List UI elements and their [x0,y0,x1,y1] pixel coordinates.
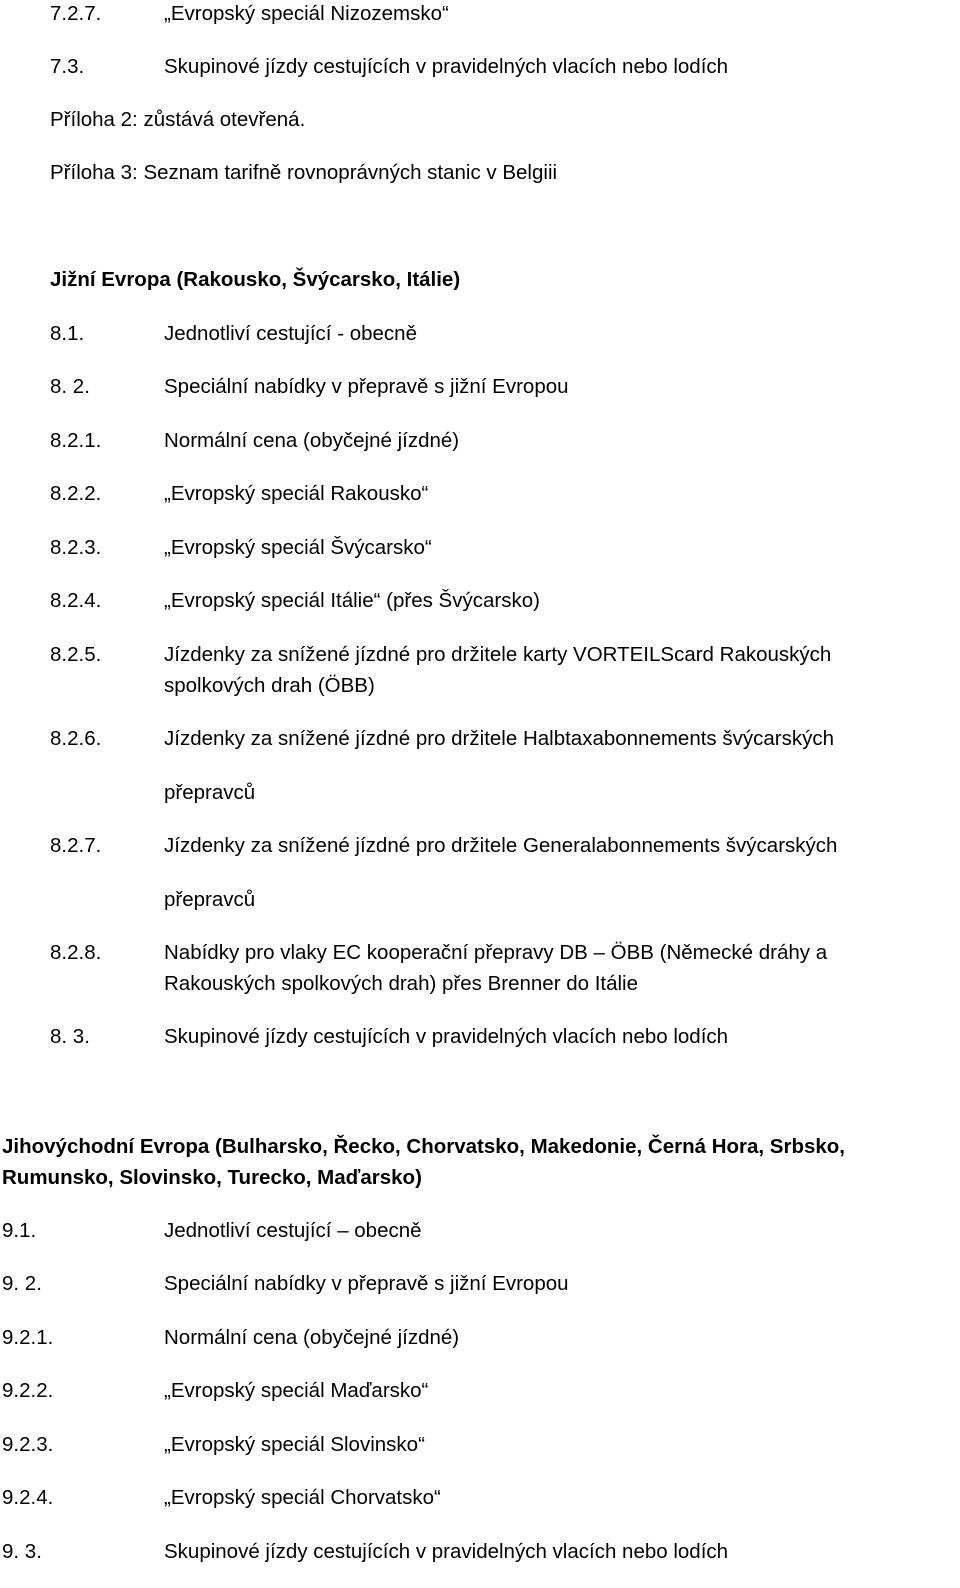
toc-title: Skupinové jízdy cestujících v pravidelných vlacích nebo lodích [164,55,729,78]
toc-number: 9.2.3. [2,1433,54,1456]
toc-title: Normální cena (obyčejné jízdné) [164,429,460,452]
section-8-heading: Jižní Evropa (Rakousko, Švýcarsko, Itálie) [50,268,461,291]
toc-number: 8.2.1. [50,429,102,452]
toc-number: 8.2.2. [50,482,102,505]
toc-title: Normální cena (obyčejné jízdné) [164,1326,460,1349]
section-9-heading-continued: Rumunsko, Slovinsko, Turecko, Maďarsko) [2,1166,422,1189]
toc-number: 7.2.7. [50,2,102,25]
toc-title: „Evropský speciál Chorvatsko“ [164,1486,441,1509]
toc-number: 8.2.8. [50,941,102,964]
toc-title: „Evropský speciál Slovinsko“ [164,1433,425,1456]
toc-number: 8.2.5. [50,643,102,666]
toc-number: 8.2.3. [50,536,102,559]
toc-number: 8.2.7. [50,834,102,857]
annex-2-line: Příloha 2: zůstává otevřená. [50,108,306,131]
toc-title: Jízdenky za snížené jízdné pro držitele Halbtaxabonnements švýcarských [164,727,835,750]
toc-title-continued: Rakouských spolkových drah) přes Brenner do Itálie [164,972,639,995]
toc-title: „Evropský speciál Maďarsko“ [164,1379,429,1402]
toc-title-continued: přepravců [164,888,256,911]
toc-title: Jízdenky za snížené jízdné pro držitele karty VORTEILScard Rakouských [164,643,832,666]
toc-number: 8.1. [50,322,85,345]
toc-number: 9.2.2. [2,1379,54,1402]
annex-3-line: Příloha 3: Seznam tarifně rovnoprávných stanic v Belgiii [50,161,558,184]
toc-title-continued: spolkových drah (ÖBB) [164,674,375,697]
toc-number: 9. 3. [2,1540,42,1563]
toc-number: 8. 2. [50,375,90,398]
toc-title: Skupinové jízdy cestujících v pravidelných vlacích nebo lodích [164,1540,729,1563]
toc-number: 8.2.6. [50,727,102,750]
toc-number: 9.2.1. [2,1326,54,1349]
toc-title: Skupinové jízdy cestujících v pravidelných vlacích nebo lodích [164,1025,729,1048]
toc-number: 8. 3. [50,1025,90,1048]
toc-title: Jednotliví cestující - obecně [164,322,417,345]
toc-number: 9.1. [2,1219,37,1242]
toc-title: Jízdenky za snížené jízdné pro držitele Generalabonnements švýcarských [164,834,838,857]
toc-title: Speciální nabídky v přepravě s jižní Evropou [164,1272,569,1295]
toc-number: 9. 2. [2,1272,42,1295]
toc-title-continued: přepravců [164,781,256,804]
toc-number: 7.3. [50,55,85,78]
toc-title: „Evropský speciál Rakousko“ [164,482,429,505]
toc-title: „Evropský speciál Švýcarsko“ [164,536,432,559]
toc-number: 9.2.4. [2,1486,54,1509]
toc-title: „Evropský speciál Nizozemsko“ [164,2,449,25]
toc-title: Nabídky pro vlaky EC kooperační přepravy DB – ÖBB (Německé dráhy a [164,941,828,964]
toc-title: „Evropský speciál Itálie“ (přes Švýcarsko) [164,589,540,612]
toc-title: Jednotliví cestující – obecně [164,1219,422,1242]
toc-title: Speciální nabídky v přepravě s jižní Evropou [164,375,569,398]
toc-number: 8.2.4. [50,589,102,612]
section-9-heading: Jihovýchodní Evropa (Bulharsko, Řecko, Chorvatsko, Makedonie, Černá Hora, Srbsko, [2,1135,846,1158]
